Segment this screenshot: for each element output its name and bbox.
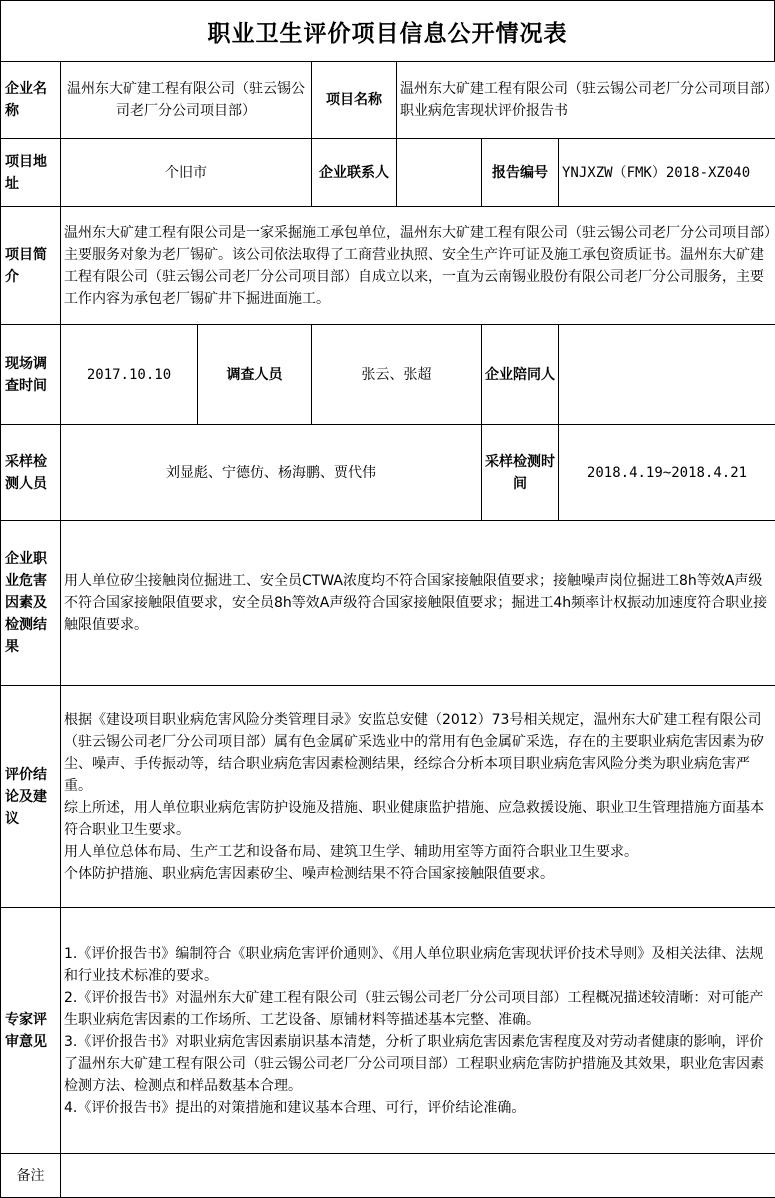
label-project-intro: 项目简介 bbox=[1, 207, 61, 325]
evaluation-paragraph-1: 根据《建设项目职业病危害风险分类管理目录》安监总安健（2012）73号相关规定，温州东大矿建工程有限公司（驻云锡公司老厂分公司项目部）属有色金属矿采选业中的常用有色金属矿采选，存在的主要职业病危害因素为矽尘、噪声、手传振动等，结合职业病危害因素检测结果，经综合分析本项目职业病危害风险分类为职业病危害严重。 bbox=[64, 711, 764, 794]
value-contact bbox=[397, 139, 482, 207]
value-remarks bbox=[61, 1154, 775, 1198]
evaluation-paragraph-2: 综上所述，用人单位职业病危害防护设施及措施、职业健康监护措施、应急救援设施、职业卫生管理措施方面基本符合职业卫生要求。 bbox=[64, 799, 764, 838]
row-intro bbox=[1, 207, 775, 325]
label-contact: 企业联系人 bbox=[312, 139, 397, 207]
label-evaluation: 评价结论及建议 bbox=[1, 686, 61, 908]
row-company bbox=[1, 62, 775, 139]
row-remarks bbox=[1, 1154, 775, 1198]
label-surveyors: 调查人员 bbox=[198, 325, 312, 425]
label-remarks: 备注 bbox=[1, 1154, 61, 1198]
value-survey-time: 2017.10.10 bbox=[61, 325, 198, 425]
label-project-name: 项目名称 bbox=[312, 62, 397, 139]
info-table bbox=[0, 61, 775, 1198]
value-report-no: YNJXZW（FMK）2018-XZ040 bbox=[559, 139, 775, 207]
label-sampling-staff: 采样检测人员 bbox=[1, 425, 61, 521]
value-project-address: 个旧市 bbox=[61, 139, 312, 207]
label-hazard-results: 企业职业危害因素及检测结果 bbox=[1, 521, 61, 686]
evaluation-paragraph-4: 个体防护措施、职业病危害因素矽尘、噪声检测结果不符合国家接触限值要求。 bbox=[64, 865, 554, 882]
row-address bbox=[1, 139, 775, 207]
value-escort bbox=[559, 325, 775, 425]
value-surveyors: 张云、张超 bbox=[312, 325, 482, 425]
value-expert bbox=[61, 908, 775, 1154]
form-title: 职业卫生评价项目信息公开情况表 bbox=[0, 0, 775, 62]
value-company-name: 温州东大矿建工程有限公司（驻云锡公司老厂分公司项目部） bbox=[61, 62, 312, 139]
expert-item-1: 1.《评价报告书》编制符合《职业病危害评价通则》、《用人单位职业病危害现状评价技术导则》及相关法律、法规和行业技术标准的要求。 bbox=[64, 945, 764, 984]
row-hazard bbox=[1, 521, 775, 686]
label-company-name: 企业名称 bbox=[1, 62, 61, 139]
value-sampling-time: 2018.4.19~2018.4.21 bbox=[559, 425, 775, 521]
expert-item-2: 2.《评价报告书》对温州东大矿建工程有限公司（驻云锡公司老厂分公司项目部）工程概况描述较清晰：对可能产生职业病危害因素的工作场所、工艺设备、原铺材料等描述基本完整、准确。 bbox=[64, 989, 764, 1028]
value-project-name: 温州东大矿建工程有限公司（驻云锡公司老厂分公司项目部）职业病危害现状评价报告书 bbox=[397, 62, 775, 139]
row-survey bbox=[1, 325, 775, 425]
label-sampling-time: 采样检测时间 bbox=[482, 425, 559, 521]
row-sampling bbox=[1, 425, 775, 521]
expert-item-4: 4.《评价报告书》提出的对策措施和建议基本合理、可行，评价结论准确。 bbox=[64, 1099, 526, 1116]
expert-item-3: 3.《评价报告书》对职业病危害因素崩识基本清楚，分析了职业病危害因素危害程度及对劳动者健康的影响，评价了温州东大矿建工程有限公司（驻云锡公司老厂分公司项目部）工程职业病危害防护措施及其效果，职业危害因素检测方法、检测点和样品数基本合理。 bbox=[64, 1033, 764, 1094]
value-sampling-staff: 刘显彪、宁德仿、杨海鹏、贾代伟 bbox=[61, 425, 482, 521]
row-evaluation bbox=[1, 686, 775, 908]
label-escort: 企业陪同人 bbox=[482, 325, 559, 425]
label-expert: 专家评审意见 bbox=[1, 908, 61, 1154]
value-evaluation bbox=[61, 686, 775, 908]
label-report-no: 报告编号 bbox=[482, 139, 559, 207]
label-project-address: 项目地址 bbox=[1, 139, 61, 207]
label-survey-time: 现场调查时间 bbox=[1, 325, 61, 425]
evaluation-paragraph-3: 用人单位总体布局、生产工艺和设备布局、建筑卫生学、辅助用室等方面符合职业卫生要求。 bbox=[64, 843, 638, 860]
row-expert bbox=[1, 908, 775, 1154]
value-project-intro: 温州东大矿建工程有限公司是一家采掘施工承包单位，温州东大矿建工程有限公司（驻云锡公司老厂分公司项目部）主要服务对象为老厂锡矿。该公司依法取得了工商营业执照、安全生产许可证及施工承包资质证书。温州东大矿建工程有限公司（驻云锡公司老厂分公司项目部）自成立以来，一直为云南锡业股份有限公司老厂分公司服务，主要工作内容为承包老厂锡矿井下掘进面施工。 bbox=[61, 207, 775, 325]
value-hazard-results: 用人单位矽尘接触岗位掘进工、安全员CTWA浓度均不符合国家接触限值要求；接触噪声岗位掘进工8h等效A声级不符合国家接触限值要求，安全员8h等效A声级符合国家接触限值要求；掘进工4h频率计权振动加速度符合职业接触限值要求。 bbox=[61, 521, 775, 686]
